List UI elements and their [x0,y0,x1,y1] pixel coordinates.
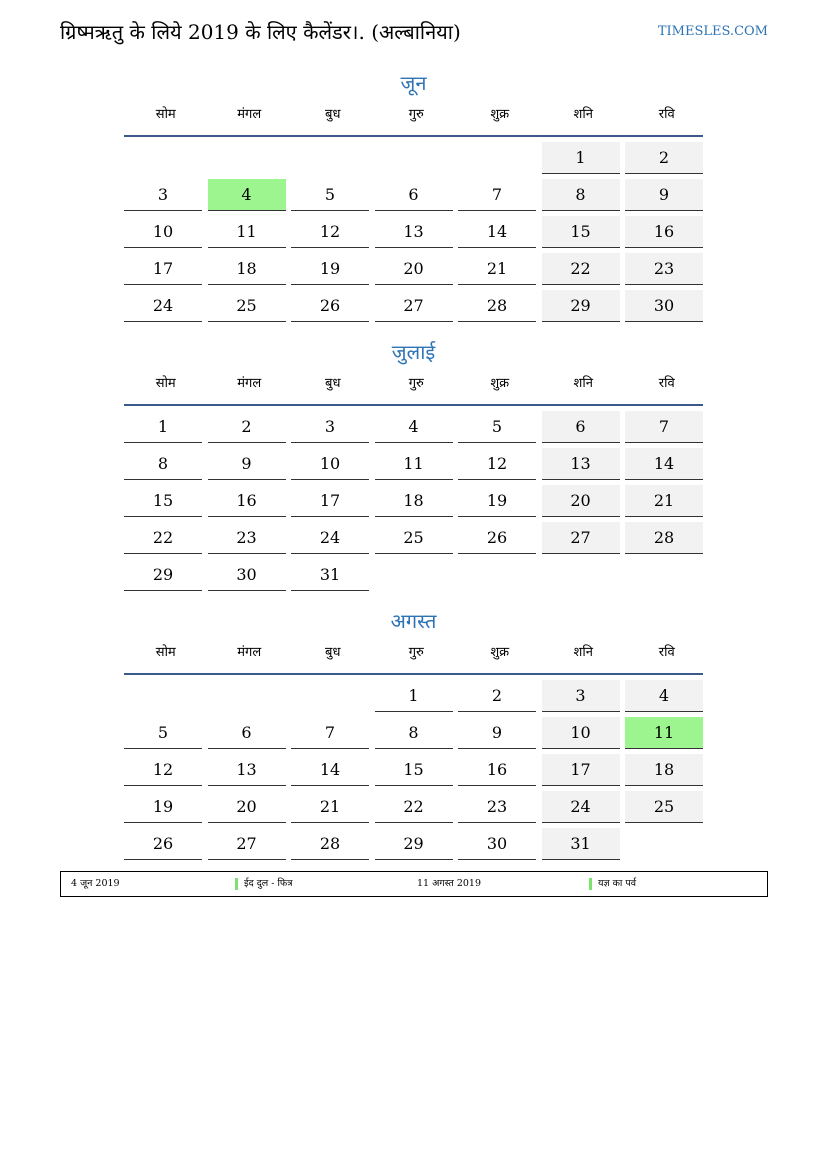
month-july [124,335,703,596]
day-cell: 30 [625,290,703,322]
day-cell: 24 [542,791,620,823]
weekday-mon: सोम [155,645,176,660]
weekday-thu: गुरु [408,107,424,122]
day-cell: 7 [291,717,369,749]
day-cell: 14 [291,754,369,786]
day-cell: 16 [625,216,703,248]
weekday-tue: मंगल [237,107,262,122]
day-cell: 12 [458,448,536,480]
weekday-fri: शुक्र [490,645,510,660]
day-cell: 11 [208,216,286,248]
day-cell: 3 [542,680,620,712]
day-cell: 28 [458,290,536,322]
day-cell: 27 [542,522,620,554]
day-cell: 15 [124,485,202,517]
weekday-wed: बुध [325,376,341,391]
weekday-tue: मंगल [237,376,262,391]
day-cell: 11 [375,448,453,480]
day-cell: 9 [625,179,703,211]
empty-cell [124,142,202,173]
weekday-sun: रवि [658,107,675,122]
day-cell: 18 [375,485,453,517]
day-cell: 22 [542,253,620,285]
weekday-sat: शनि [573,107,593,122]
day-cell: 27 [208,828,286,860]
day-cell: 7 [458,179,536,211]
day-cell: 20 [542,485,620,517]
day-cell: 31 [291,559,369,591]
day-cell: 13 [542,448,620,480]
day-cell: 17 [291,485,369,517]
month-june [124,66,703,327]
weekday-thu: गुरु [408,645,424,660]
day-cell: 18 [208,253,286,285]
day-cell: 25 [625,791,703,823]
day-cell: 5 [124,717,202,749]
day-cell: 23 [458,791,536,823]
day-cell: 26 [458,522,536,554]
day-cell: 8 [375,717,453,749]
day-cell: 10 [124,216,202,248]
day-cell: 8 [542,179,620,211]
day-cell: 13 [375,216,453,248]
empty-cell [458,142,536,173]
day-cell: 2 [458,680,536,712]
day-cell: 19 [458,485,536,517]
day-cell: 9 [458,717,536,749]
site-link[interactable]: TIMESLES.COM [657,24,768,39]
day-cell: 19 [124,791,202,823]
day-cell: 6 [208,717,286,749]
weekday-sat: शनि [573,376,593,391]
weekday-wed: बुध [325,107,341,122]
day-cell: 12 [291,216,369,248]
day-cell: 17 [542,754,620,786]
day-cell: 22 [124,522,202,554]
empty-cell [291,142,369,173]
day-cell: 21 [458,253,536,285]
day-cell: 23 [208,522,286,554]
day-cell: 20 [208,791,286,823]
day-cell: 17 [124,253,202,285]
day-grid [124,137,703,327]
month-title: जुलाई [391,340,436,364]
weekday-sun: रवि [658,376,675,391]
day-cell: 19 [291,253,369,285]
day-cell: 23 [625,253,703,285]
weekday-tue: मंगल [237,645,262,660]
day-cell: 24 [124,290,202,322]
day-cell: 9 [208,448,286,480]
day-cell: 15 [375,754,453,786]
day-cell: 29 [542,290,620,322]
day-cell: 28 [625,522,703,554]
day-cell: 29 [124,559,202,591]
day-cell: 26 [124,828,202,860]
day-cell: 10 [542,717,620,749]
empty-cell [291,680,369,711]
weekday-mon: सोम [155,376,176,391]
day-cell: 18 [625,754,703,786]
weekday-wed: बुध [325,645,341,660]
month-title: जून [400,71,427,95]
day-cell: 7 [625,411,703,443]
legend-holiday-name: यज्ञ का पर्व [589,878,636,890]
day-cell: 12 [124,754,202,786]
day-cell: 1 [124,411,202,443]
empty-cell [208,680,286,711]
day-cell: 16 [458,754,536,786]
day-cell: 1 [375,680,453,712]
day-cell: 26 [291,290,369,322]
empty-cell [208,142,286,173]
weekday-mon: सोम [155,107,176,122]
weekday-header [124,369,703,406]
weekday-sun: रवि [658,645,675,660]
holiday-day-cell: 11 [625,717,703,749]
day-cell: 31 [542,828,620,860]
empty-cell [375,142,453,173]
day-cell: 6 [375,179,453,211]
day-cell: 21 [625,485,703,517]
day-cell: 16 [208,485,286,517]
weekday-sat: शनि [573,645,593,660]
day-cell: 2 [208,411,286,443]
day-cell: 30 [458,828,536,860]
day-cell: 8 [124,448,202,480]
month-august [124,604,703,865]
weekday-header [124,638,703,675]
holiday-legend [60,871,768,897]
legend-date: 4 जून 2019 [71,878,120,889]
day-cell: 14 [625,448,703,480]
day-cell: 14 [458,216,536,248]
day-cell: 25 [208,290,286,322]
day-cell: 13 [208,754,286,786]
day-grid [124,406,703,596]
day-cell: 1 [542,142,620,174]
weekday-fri: शुक्र [490,376,510,391]
day-cell: 27 [375,290,453,322]
month-title: अगस्त [390,609,437,633]
day-cell: 25 [375,522,453,554]
page-title: ग्रिष्मऋतु के लिये 2019 के लिए कैलेंडर।. (अल्बानिया) [60,20,461,44]
legend-holiday-name: ईद दुल - फित्र [235,878,293,890]
day-cell: 22 [375,791,453,823]
day-cell: 21 [291,791,369,823]
day-cell: 5 [291,179,369,211]
legend-date: 11 अगस्त 2019 [417,878,482,889]
empty-cell [124,680,202,711]
holiday-day-cell: 4 [208,179,286,211]
day-cell: 15 [542,216,620,248]
day-cell: 10 [291,448,369,480]
day-cell: 3 [291,411,369,443]
weekday-header [124,100,703,137]
day-cell: 6 [542,411,620,443]
day-cell: 2 [625,142,703,174]
day-cell: 28 [291,828,369,860]
day-cell: 20 [375,253,453,285]
day-cell: 29 [375,828,453,860]
weekday-thu: गुरु [408,376,424,391]
weekday-fri: शुक्र [490,107,510,122]
day-cell: 4 [375,411,453,443]
day-cell: 4 [625,680,703,712]
day-cell: 5 [458,411,536,443]
page-header [60,18,768,48]
day-cell: 3 [124,179,202,211]
day-cell: 30 [208,559,286,591]
day-grid [124,675,703,865]
day-cell: 24 [291,522,369,554]
